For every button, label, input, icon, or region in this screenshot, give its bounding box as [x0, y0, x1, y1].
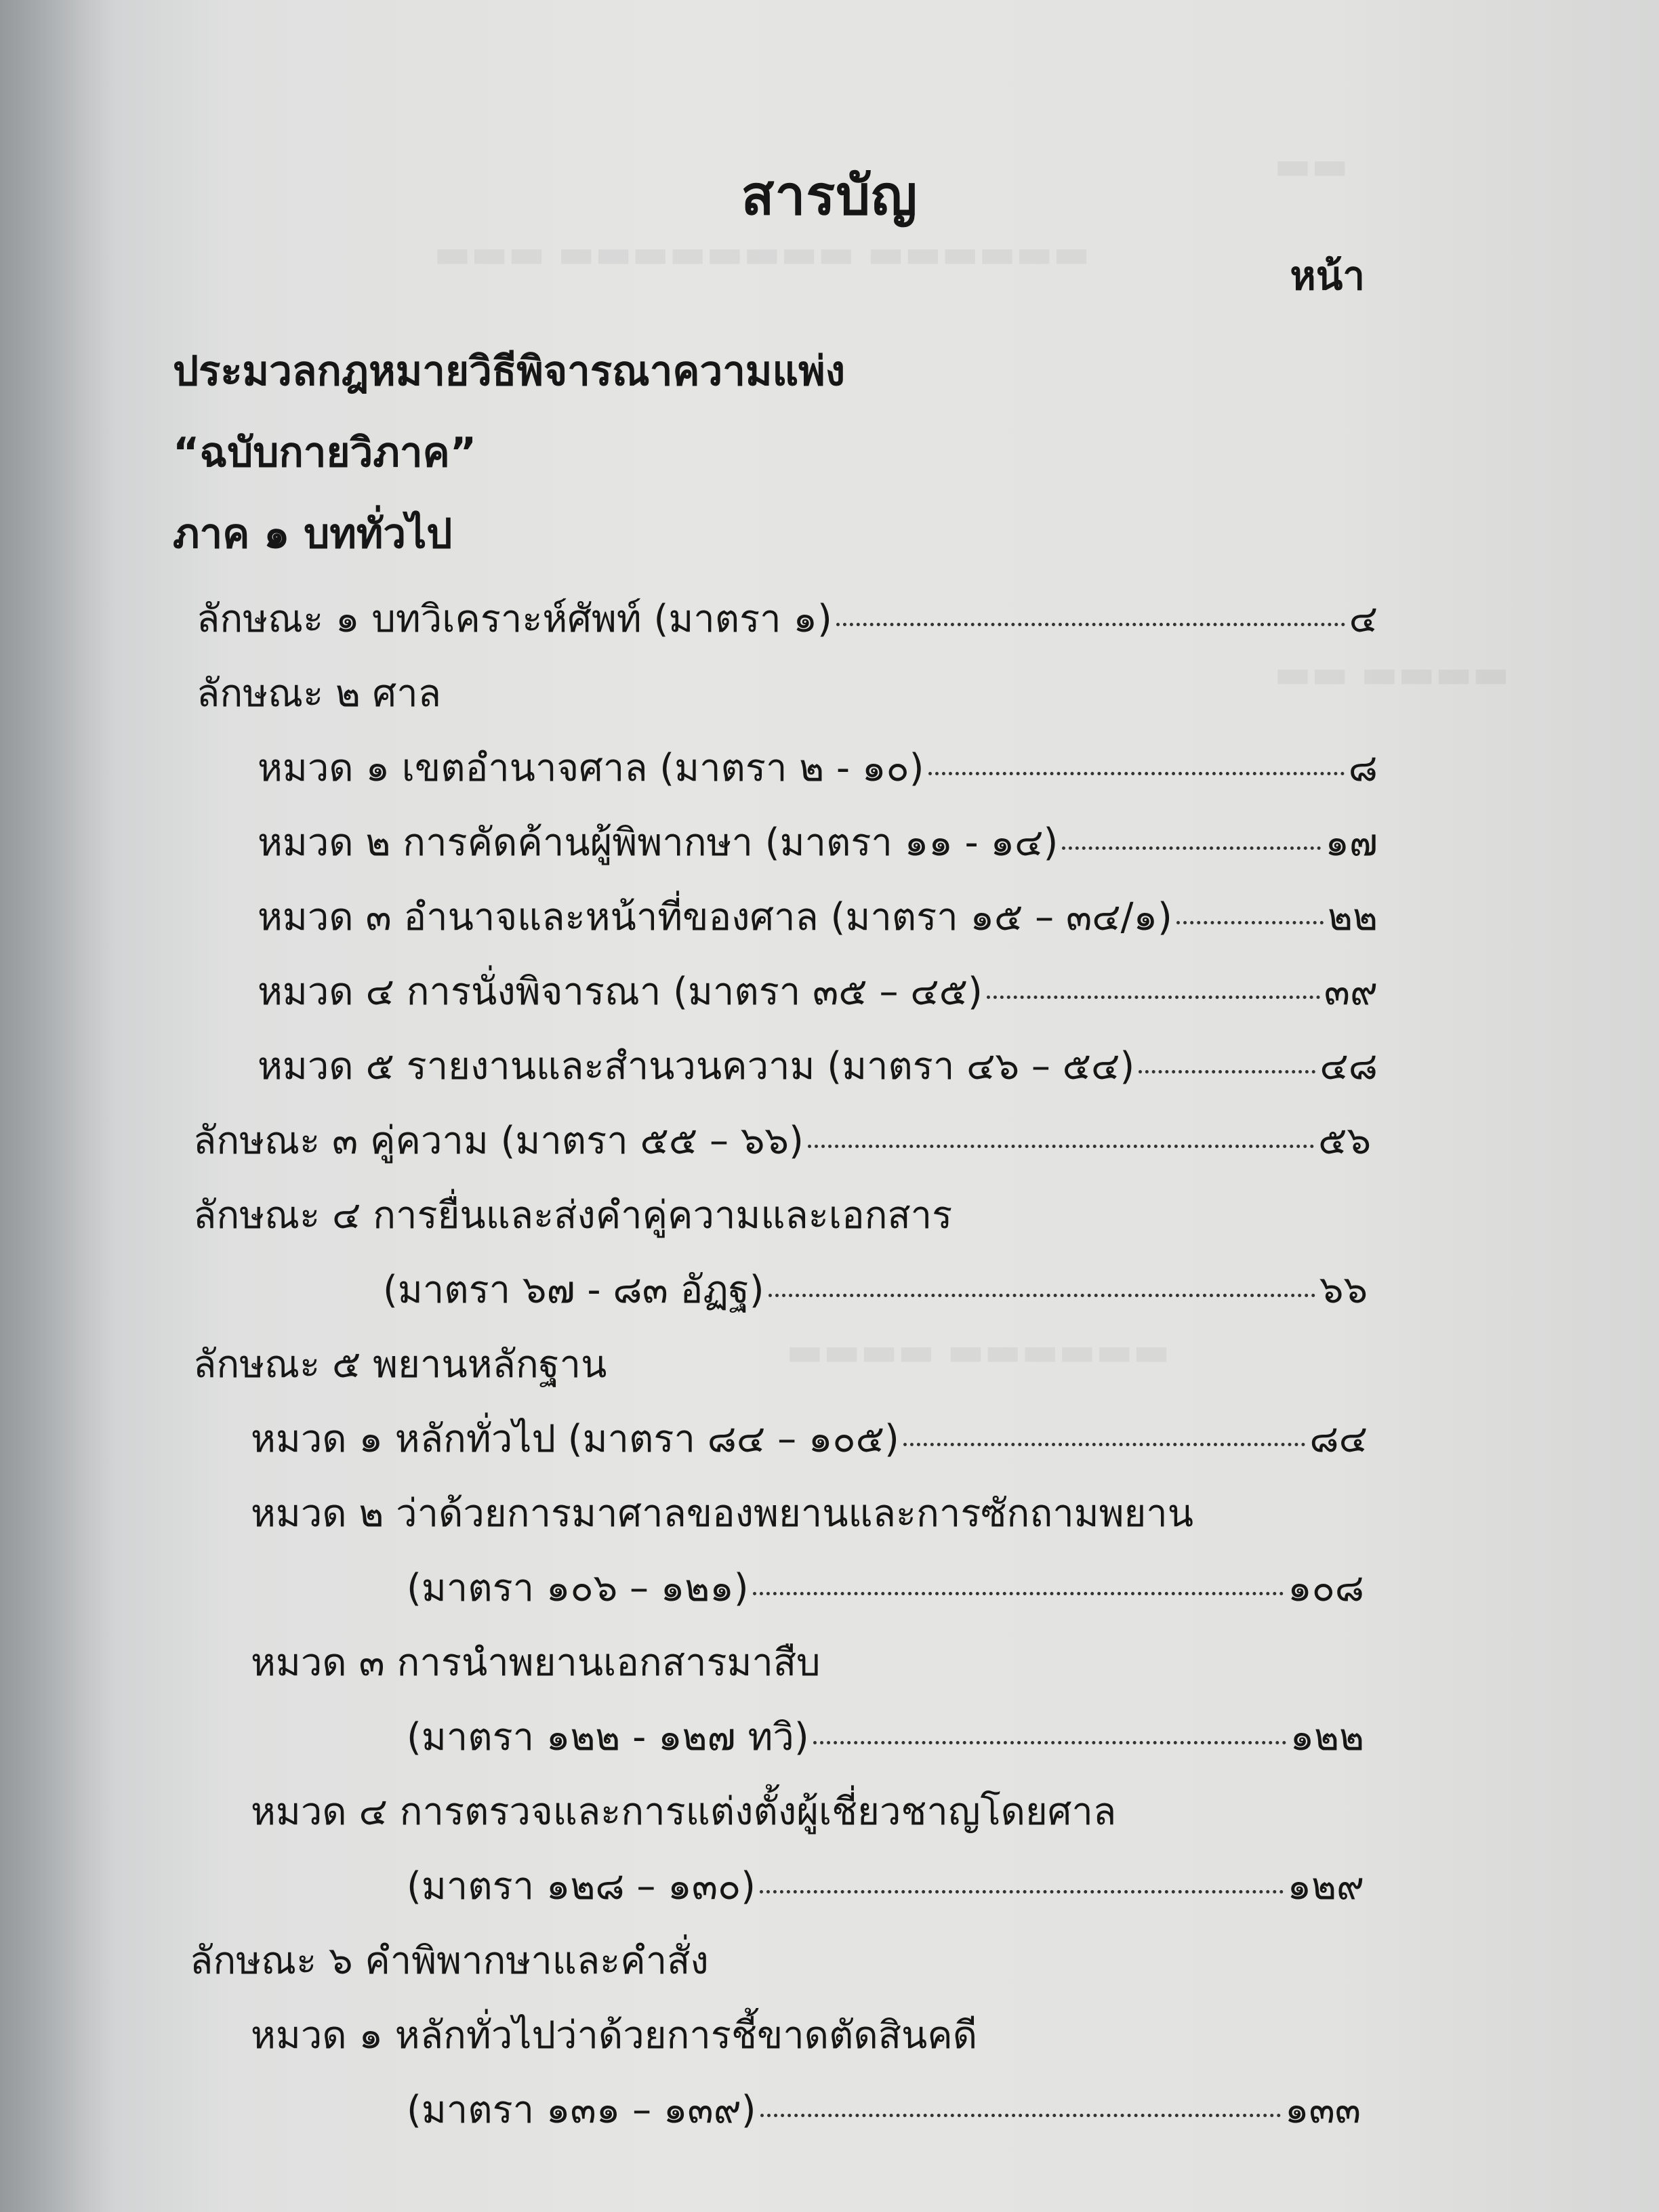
- code-heading: ประมวลกฎหมายวิธีพิจารณาความแพ่ง: [173, 348, 845, 395]
- toc-entry: [251, 1408, 1368, 1469]
- leader-dots: [903, 1443, 1306, 1446]
- toc-entry-page: ๑๗: [1325, 821, 1378, 865]
- page-shadow: [0, 0, 115, 2212]
- toc-entry: [407, 1856, 1364, 1916]
- edition-heading: “ฉบับกายวิภาค”: [173, 429, 477, 476]
- toc-entry-page: ๕๖: [1318, 1119, 1371, 1163]
- toc-entry-label: หมวด ๔ การนั่งพิจารณา (มาตรา ๓๕ – ๔๕): [258, 970, 983, 1014]
- toc-section: หมวด ๔ การตรวจและการแต่งตั้งผู้เชี่ยวชาญโดยศาล: [251, 1790, 1117, 1834]
- toc-section: หมวด ๓ การนำพยานเอกสารมาสืบ: [251, 1641, 821, 1685]
- leader-dots: [987, 996, 1320, 999]
- toc-entry-label: ลักษณะ ๑ บทวิเคราะห์ศัพท์ (มาตรา ๑): [197, 597, 832, 641]
- toc-entry: [197, 588, 1378, 649]
- show-through-text: ▬▬▬▬ ▬▬▬▬▬▬: [786, 1328, 1170, 1374]
- toc-title: สารบัญ: [741, 164, 918, 227]
- toc-entry: [407, 1706, 1364, 1767]
- show-through-text: ▬▬ ▬▬▬▬: [1274, 651, 1510, 697]
- toc-entry-label: (มาตรา ๑๓๑ – ๑๓๙): [407, 2088, 756, 2132]
- toc-entry: [258, 812, 1378, 872]
- leader-dots: [808, 1145, 1314, 1148]
- toc-entry-label: (มาตรา ๖๗ - ๘๓ อัฏฐ): [383, 1268, 764, 1312]
- leader-dots: [836, 623, 1345, 626]
- toc-section: ลักษณะ ๕ พยานหลักฐาน: [193, 1343, 607, 1387]
- toc-entry-page: ๔: [1349, 597, 1378, 641]
- leader-dots: [753, 1592, 1284, 1595]
- toc-section: หมวด ๑ หลักทั่วไปว่าด้วยการชี้ขาดตัดสินคดี: [251, 2013, 978, 2057]
- leader-dots: [1062, 846, 1321, 850]
- page-column-heading: หน้า: [1290, 253, 1365, 299]
- toc-entry: [258, 886, 1378, 947]
- toc-entry: [193, 1110, 1371, 1170]
- toc-entry-label: หมวด ๒ การคัดค้านผู้พิพากษา (มาตรา ๑๑ - ๑๔): [258, 821, 1059, 865]
- leader-dots: [1176, 921, 1324, 924]
- show-through-text: ▬▬▬ ▬▬▬▬▬▬▬▬ ▬▬▬▬▬▬: [434, 230, 1090, 276]
- toc-entry-label: (มาตรา ๑๐๖ – ๑๒๑): [407, 1566, 749, 1610]
- leader-dots: [1139, 1070, 1315, 1073]
- toc-entry-page: ๒๒: [1328, 895, 1378, 939]
- toc-entry: [383, 1259, 1368, 1319]
- leader-dots: [769, 1294, 1315, 1297]
- toc-entry: [258, 1036, 1378, 1096]
- part-heading: ภาค ๑ บททั่วไป: [173, 510, 453, 558]
- toc-entry-label: หมวด ๕ รายงานและสำนวนความ (มาตรา ๔๖ – ๕๔): [258, 1044, 1135, 1088]
- toc-entry-label: หมวด ๑ หลักทั่วไป (มาตรา ๘๔ – ๑๐๕): [251, 1417, 899, 1461]
- leader-dots: [760, 2114, 1281, 2117]
- toc-section: ลักษณะ ๒ ศาล: [197, 672, 441, 716]
- leader-dots: [813, 1741, 1286, 1744]
- toc-entry-page: ๘๔: [1309, 1417, 1368, 1461]
- toc-entry-page: ๓๙: [1324, 970, 1378, 1014]
- toc-entry-label: หมวด ๓ อำนาจและหน้าที่ของศาล (มาตรา ๑๕ – ๓๔/๑): [258, 895, 1172, 939]
- toc-entry-label: ลักษณะ ๓ คู่ความ (มาตรา ๕๕ – ๖๖): [193, 1119, 804, 1163]
- toc-entry-page: ๑๓๓: [1284, 2088, 1361, 2132]
- show-through-text: ▬▬: [1274, 142, 1349, 188]
- toc-entry-page: ๑๐๘: [1288, 1566, 1364, 1610]
- toc-section: หมวด ๒ ว่าด้วยการมาศาลของพยานและการซักถามพยาน: [251, 1492, 1194, 1536]
- toc-section: ลักษณะ ๔ การยื่นและส่งคำคู่ความและเอกสาร: [193, 1193, 953, 1237]
- leader-dots: [928, 772, 1345, 775]
- toc-entry-label: (มาตรา ๑๒๘ – ๑๓๐): [407, 1864, 756, 1908]
- toc-entry-label: (มาตรา ๑๒๒ - ๑๒๗ ทวิ): [407, 1715, 809, 1759]
- toc-entry: [407, 1557, 1364, 1618]
- toc-entry-page: ๘: [1348, 746, 1378, 790]
- toc-entry-page: ๖๖: [1319, 1268, 1368, 1312]
- toc-entry-page: ๑๒๒: [1290, 1715, 1364, 1759]
- toc-entry: [258, 961, 1378, 1021]
- leader-dots: [760, 1890, 1283, 1893]
- toc-entry: [258, 737, 1378, 798]
- toc-section: ลักษณะ ๖ คำพิพากษาและคำสั่ง: [190, 1939, 709, 1983]
- toc-entry-page: ๑๒๙: [1287, 1864, 1364, 1908]
- toc-entry-label: หมวด ๑ เขตอำนาจศาล (มาตรา ๒ - ๑๐): [258, 746, 924, 790]
- toc-entry: [407, 2079, 1361, 2139]
- toc-entry-page: ๔๘: [1319, 1044, 1378, 1088]
